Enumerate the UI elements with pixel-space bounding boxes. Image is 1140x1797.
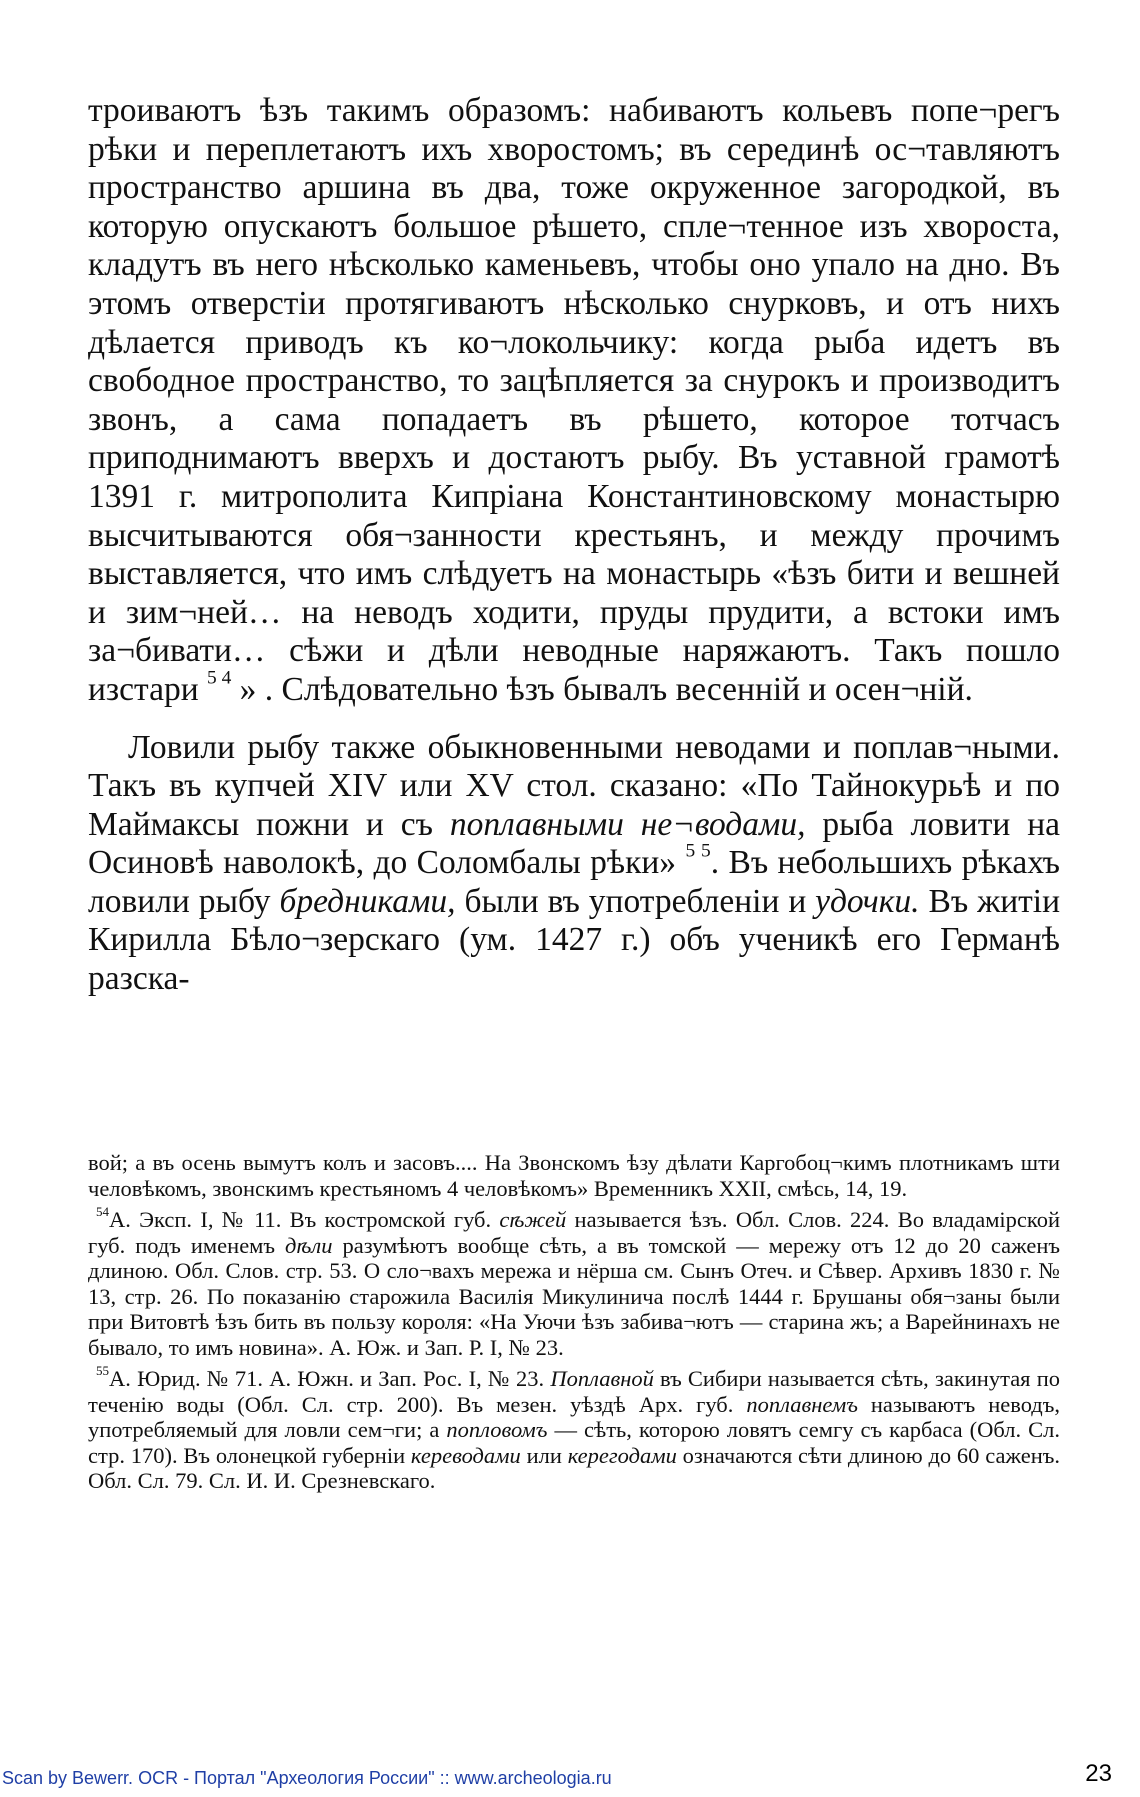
text-run: Въ житіи Кирилла Бѣло¬зерскаго (ум. 1427 г.) объ ученикѣ его Германѣ разска- (88, 882, 1061, 998)
footnote-ref[interactable]: 5 5 (685, 840, 711, 862)
text-run: Ловили рыбу также обыкновенными неводами и поплав¬ными. Такъ въ купчей XIV или XV стол. сказано: «По Тайнокурьѣ и по Маймаксы пожни и съ (88, 728, 1060, 843)
footnote-number: 54 (96, 1203, 110, 1219)
footnote-number: 55 (96, 1362, 110, 1378)
text-run: разумѣютъ вообще сѣть, а въ томской — мережу отъ 12 до 20 саженъ длиною. Обл. Слов. стр. 53. О сло¬вахъ мережа и нёрша см. Сынъ Отеч. и Сѣвер. Архивъ 1830 г. № 13, стр. 26. По показанію старожила Василія Микулинича послѣ 1444 г. Брушаны обя¬заны были при Витовтѣ ѣзъ бить въ пользу короля: «На Уючи ѣзъ забива¬ютъ — старина жъ; а Варейнинахъ не бывало, то имъ новина». А. Юж. и Зап. Р. I, № 23. (88, 1232, 1061, 1360)
italic-term: поплавнемъ (746, 1391, 858, 1417)
text-run: . Въ небольшихъ рѣкахъ ловили рыбу (88, 844, 1060, 920)
italic-term: сѣжей (499, 1207, 567, 1232)
footnote-ref[interactable]: 5 4 (207, 667, 232, 689)
text-run: называется ѣзъ. Обл. Слов. 224. Во владамірской губ. подъ именемъ (88, 1207, 1061, 1258)
footnotes (88, 1150, 1060, 1494)
text-run: въ Сибири называется сѣть, закинутая по теченію воды (Обл. Сл. стр. 200). Въ мезен. уѣздѣ Арх. губ. (88, 1366, 1060, 1417)
footnote-continuation: вой; а въ осень вымутъ колъ и засовъ.... На Звонскомъ ѣзу дѣлати Каргобоц¬кимъ плотникамъ шти человѣкомъ, звонскимъ крестьяномъ 4 человѣкомъ» Временникъ XXII, смѣсь, 14, 19. (88, 1150, 1060, 1201)
footnote-55 (88, 1362, 1061, 1494)
italic-term: дѣли (285, 1232, 333, 1258)
paragraph (88, 92, 1060, 710)
text-run: были въ употребленіи и (464, 882, 807, 920)
italic-term: удочки. (815, 882, 920, 920)
footer-source-link[interactable]: Scan by Bewerr. OCR - Портал "Археология России" :: www.archeologia.ru (2, 1768, 612, 1788)
italic-term: поплавными не¬водами, (449, 805, 806, 843)
text-run: рыба ловити на Осиновѣ наволокѣ, до Соломбалы рѣки» (88, 805, 1061, 882)
italic-term: бредниками, (279, 882, 456, 920)
main-text (88, 92, 1060, 999)
footnote-54 (88, 1203, 1061, 1360)
italic-term: кереводами (410, 1442, 521, 1468)
text-run: А. Эксп. I, № 11. Въ костромской губ. (109, 1207, 492, 1232)
italic-term: Поплавной (550, 1366, 654, 1391)
paragraph (88, 729, 1060, 999)
text-run: — сѣть, которою ловятъ семгу съ карбаса (Обл. Сл. стр. 170). Въ олонецкой губерніи (88, 1417, 1061, 1468)
text-run: » . Слѣдовательно ѣзъ бывалъ весенній и осен¬ній. (239, 670, 973, 708)
text-run: или (526, 1442, 562, 1468)
text-run: называютъ неводъ, употребляемый для ловли сем¬ги; а (88, 1391, 1061, 1442)
page-number: 23 (1085, 1760, 1112, 1787)
text-run: А. Юрид. № 71. А. Южн. и Зап. Рос. I, № 23. (109, 1366, 545, 1391)
text-run: означаются сѣти длиною до 60 саженъ. Обл. Сл. 79. Сл. И. И. Срезневскаго. (88, 1442, 1061, 1493)
italic-term: керегодами (567, 1442, 677, 1468)
text-run: троиваютъ ѣзъ такимъ образомъ: набиваютъ кольевъ попе¬регъ рѣки и переплетаютъ ихъ хворостомъ; въ серединѣ ос¬тавляютъ пространство аршина въ два, тоже окруженное загородкой, въ которую опускаютъ большое рѣшето, спле¬тенное изъ хвороста, кладутъ въ него нѣсколько каменьевъ, чтобы оно упало на дно. Въ этомъ отверстіи протягиваютъ нѣсколько снурковъ, и отъ нихъ дѣлается приводъ къ ко¬локольчику: когда рыба идетъ въ свободное пространство, то зацѣпляется за снурокъ и производитъ звонъ, а сама попадаетъ въ рѣшето, которое тотчасъ приподнимаютъ вверхъ и достаютъ рыбу. Въ уставной грамотѣ 1391 г. митрополита Кипріана Константиновскому монастырю высчитываются обя¬занности крестьянъ, и между прочимъ выставляется, что имъ слѣдуетъ на монастырь «ѣзъ бити и вешней и зим¬ней… на неводъ ходити, пруды прудити, а встоки имъ за¬бивати… сѣжи и дѣли неводные наряжаютъ. Такъ пошло изстари (88, 92, 1060, 708)
italic-term: попловомъ (446, 1417, 548, 1442)
